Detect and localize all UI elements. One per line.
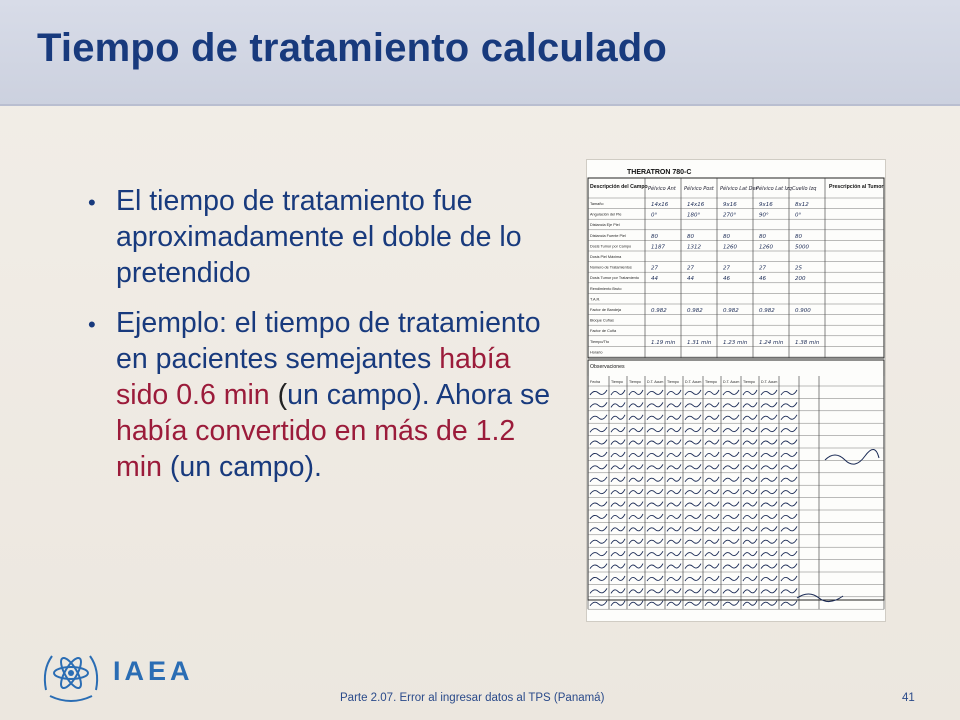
form-row-label: Tiempo/Tto <box>590 339 610 344</box>
form-handwritten-value: 46 <box>759 276 766 283</box>
form-handwritten-value: 1.24 min <box>759 339 784 346</box>
form-row-label: Distancia Eje Piel <box>590 223 620 228</box>
form-handwritten-value: 1260 <box>723 244 737 251</box>
slide-title: Tiempo de tratamiento calculado <box>37 26 668 70</box>
form-handwritten-value: 80 <box>687 233 694 240</box>
form-field-header: Pélvico Ant <box>648 186 676 192</box>
bullet-text: (un campo). <box>161 451 322 483</box>
bullet-list <box>88 183 558 499</box>
form-table-header: D.T. Acum <box>685 380 702 384</box>
bullet-item <box>88 305 558 485</box>
form-handwritten-value: 80 <box>795 233 802 240</box>
form-handwritten-value: 8x12 <box>795 202 809 208</box>
form-handwritten-value: 1.23 min <box>723 339 748 346</box>
form-row-label: Tamaño <box>590 202 604 206</box>
form-row-label: Distancia Fuente Piel <box>590 233 626 238</box>
form-table-header: Tiempo <box>743 380 755 384</box>
form-row-label: Horario <box>590 350 603 355</box>
form-handwritten-value: 27 <box>651 265 658 272</box>
form-handwritten-value: 0.982 <box>651 308 667 314</box>
form-row-label: Dosis Piel Máxima <box>590 255 622 259</box>
form-header: THERATRON 780-C <box>627 169 692 176</box>
form-row-label: T.A.R. <box>590 297 601 302</box>
form-table-header: Tiempo <box>667 380 679 384</box>
form-handwritten-value: 14x16 <box>687 202 705 208</box>
form-table-header: D.T. Acum <box>761 380 778 384</box>
form-row-label: Dosis Tumor por Campo <box>590 244 632 249</box>
bullet-highlight: había convertido en más de 1.2 min <box>116 415 516 483</box>
form-table-header: Tiempo <box>629 380 641 384</box>
form-handwritten-value: 80 <box>723 233 730 240</box>
form-right-label: Prescripción al Tumor <box>829 184 884 190</box>
page-number: 41 <box>902 692 915 704</box>
form-handwritten-value: 25 <box>795 265 802 272</box>
form-table-header: Tiempo <box>705 380 717 384</box>
form-handwritten-value: 270° <box>723 212 737 219</box>
form-handwritten-value: 46 <box>723 276 730 283</box>
form-handwritten-value: 0.982 <box>759 308 775 314</box>
bullet-highlight: había sido 0.6 min <box>116 343 511 411</box>
form-row-label: Angulación del Pie <box>590 212 622 217</box>
form-field-header: Pélvico Lat Der <box>720 186 758 192</box>
form-field-header: Pélvico Lat Izq <box>756 186 792 192</box>
treatment-form-image <box>586 159 886 622</box>
form-handwritten-value: 80 <box>651 233 658 240</box>
form-field-header: Pélvico Post <box>684 186 714 192</box>
bullet-item <box>88 183 558 291</box>
iaea-logo-icon <box>38 640 104 706</box>
form-handwritten-value: 1260 <box>759 244 773 251</box>
form-handwritten-value: 200 <box>795 276 806 283</box>
form-handwritten-value: 0.982 <box>723 308 739 314</box>
form-handwritten-value: 0.982 <box>687 308 703 314</box>
bullet-glyph: • <box>88 312 96 337</box>
iaea-wordmark: IAEA <box>113 656 194 686</box>
form-row-label: Factor de Cuña <box>590 329 617 334</box>
form-row-label: Número de Tratamientos <box>590 265 632 270</box>
form-handwritten-value: 1312 <box>687 244 701 251</box>
form-handwritten-value: 5000 <box>795 244 809 251</box>
form-handwritten-value: 9x16 <box>759 202 773 208</box>
form-handwritten-value: 1.31 min <box>687 339 712 346</box>
bullet-paren: ( <box>269 379 288 411</box>
form-handwritten-value: 0° <box>795 212 802 219</box>
form-handwritten-value: 80 <box>759 233 766 240</box>
form-field-header: Cuello Izq <box>792 186 817 192</box>
form-handwritten-value: 180° <box>687 212 701 219</box>
form-obs-label: Observaciones <box>590 364 625 370</box>
form-handwritten-value: 1.38 min <box>795 339 820 346</box>
form-handwritten-value: 0.900 <box>795 308 811 314</box>
form-table-header: D.T. Acum <box>723 380 740 384</box>
form-row-label: Bloque Cuñas <box>590 318 614 323</box>
treatment-form-drawing <box>587 160 885 621</box>
bullet-text: El tiempo de tratamiento fue aproximadamente el doble de lo pretendido <box>116 185 522 289</box>
form-field-headers <box>648 185 816 192</box>
form-col-label: Descripción del Campo <box>590 184 648 190</box>
title-band <box>0 0 960 106</box>
form-row-label: Factor de Bandeja <box>590 308 622 312</box>
footer-text: Parte 2.07. Error al ingresar datos al TPS (Panamá) <box>340 692 605 704</box>
form-handwritten-value: 27 <box>723 265 730 272</box>
form-handwritten-value: 9x16 <box>723 202 737 208</box>
form-handwritten-value: 44 <box>651 276 658 283</box>
form-handwritten-value: 1187 <box>651 244 665 251</box>
bullet-text: un campo). Ahora se <box>287 379 551 411</box>
form-row-label: Dosis Tumor por Tratamiento <box>590 276 639 281</box>
form-table-header: Fecha <box>590 380 600 384</box>
form-table-header: D.T. Acum <box>647 380 664 384</box>
bullet-glyph: • <box>88 190 96 215</box>
form-handwritten-value: 44 <box>687 276 694 283</box>
form-handwritten-value: 14x16 <box>651 202 669 208</box>
form-handwritten-value: 27 <box>687 265 694 272</box>
form-row-label: Rendimiento Bruto <box>590 286 622 291</box>
form-handwritten-value: 27 <box>759 265 766 272</box>
form-handwritten-value: 90° <box>759 212 769 219</box>
form-table-header: Tiempo <box>611 380 623 384</box>
bullet-text: Ejemplo: el tiempo de tratamiento en pacientes semejantes <box>116 307 541 375</box>
form-handwritten-value: 0° <box>651 212 658 219</box>
form-handwritten-value: 1.19 min <box>651 339 676 346</box>
